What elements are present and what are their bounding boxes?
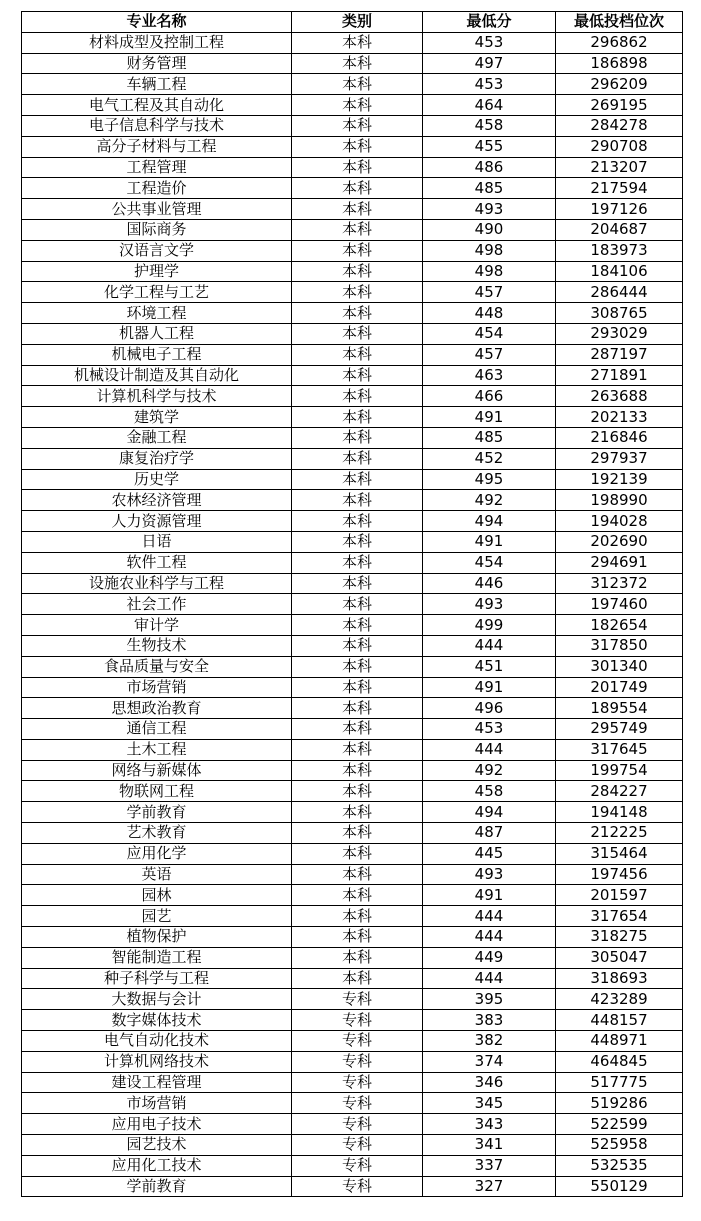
table-row — [22, 1072, 683, 1093]
cell-min-rank: 202133 — [556, 407, 683, 428]
cell-type: 本科 — [292, 157, 423, 178]
cell-major: 汉语言文学 — [22, 240, 292, 261]
cell-type: 本科 — [292, 95, 423, 116]
table-row — [22, 635, 683, 656]
cell-type: 本科 — [292, 635, 423, 656]
cell-min-rank: 317654 — [556, 906, 683, 927]
cell-min-score: 493 — [423, 199, 556, 220]
cell-major: 人力资源管理 — [22, 511, 292, 532]
cell-min-score: 491 — [423, 407, 556, 428]
table-row — [22, 656, 683, 677]
cell-min-score: 448 — [423, 303, 556, 324]
cell-min-score: 345 — [423, 1093, 556, 1114]
cell-min-score: 444 — [423, 635, 556, 656]
table-row — [22, 802, 683, 823]
cell-major: 网络与新媒体 — [22, 760, 292, 781]
cell-min-score: 494 — [423, 802, 556, 823]
table-row — [22, 261, 683, 282]
cell-major: 学前教育 — [22, 802, 292, 823]
cell-min-score: 487 — [423, 823, 556, 844]
cell-min-score: 374 — [423, 1051, 556, 1072]
cell-min-rank: 296862 — [556, 32, 683, 53]
cell-major: 软件工程 — [22, 552, 292, 573]
cell-min-rank: 318693 — [556, 968, 683, 989]
table-row — [22, 552, 683, 573]
cell-min-score: 395 — [423, 989, 556, 1010]
cell-major: 市场营销 — [22, 1093, 292, 1114]
table-row — [22, 344, 683, 365]
cell-major: 应用电子技术 — [22, 1114, 292, 1135]
cell-min-score: 449 — [423, 947, 556, 968]
cell-major: 电子信息科学与技术 — [22, 115, 292, 136]
table-row — [22, 303, 683, 324]
cell-min-rank: 194148 — [556, 802, 683, 823]
table-row — [22, 968, 683, 989]
cell-min-score: 453 — [423, 719, 556, 740]
table-row — [22, 739, 683, 760]
cell-min-score: 382 — [423, 1031, 556, 1052]
cell-min-rank: 294691 — [556, 552, 683, 573]
cell-type: 专科 — [292, 1010, 423, 1031]
cell-type: 本科 — [292, 760, 423, 781]
cell-min-rank: 192139 — [556, 469, 683, 490]
cell-major: 食品质量与安全 — [22, 656, 292, 677]
cell-type: 本科 — [292, 344, 423, 365]
cell-min-score: 490 — [423, 219, 556, 240]
cell-major: 市场营销 — [22, 677, 292, 698]
cell-min-rank: 296209 — [556, 74, 683, 95]
table-row — [22, 199, 683, 220]
cell-type: 本科 — [292, 74, 423, 95]
cell-min-score: 485 — [423, 427, 556, 448]
cell-min-score: 497 — [423, 53, 556, 74]
cell-major: 化学工程与工艺 — [22, 282, 292, 303]
cell-min-score: 491 — [423, 677, 556, 698]
cell-major: 工程造价 — [22, 178, 292, 199]
table-row — [22, 760, 683, 781]
table-row — [22, 427, 683, 448]
cell-major: 审计学 — [22, 615, 292, 636]
table-row — [22, 1031, 683, 1052]
cell-min-rank: 423289 — [556, 989, 683, 1010]
cell-min-score: 383 — [423, 1010, 556, 1031]
cell-min-score: 463 — [423, 365, 556, 386]
cell-type: 本科 — [292, 199, 423, 220]
table-row — [22, 95, 683, 116]
cell-min-rank: 216846 — [556, 427, 683, 448]
cell-min-score: 491 — [423, 885, 556, 906]
cell-major: 车辆工程 — [22, 74, 292, 95]
table-body — [22, 32, 683, 1197]
cell-type: 专科 — [292, 1031, 423, 1052]
cell-min-score: 457 — [423, 282, 556, 303]
cell-min-score: 337 — [423, 1155, 556, 1176]
cell-type: 本科 — [292, 323, 423, 344]
cell-min-score: 444 — [423, 968, 556, 989]
cell-major: 应用化学 — [22, 843, 292, 864]
table-row — [22, 531, 683, 552]
cell-min-rank: 194028 — [556, 511, 683, 532]
cell-min-rank: 305047 — [556, 947, 683, 968]
cell-type: 专科 — [292, 1093, 423, 1114]
cell-type: 本科 — [292, 698, 423, 719]
cell-major: 园林 — [22, 885, 292, 906]
cell-type: 专科 — [292, 1051, 423, 1072]
cell-min-rank: 522599 — [556, 1114, 683, 1135]
cell-min-rank: 202690 — [556, 531, 683, 552]
cell-min-score: 492 — [423, 760, 556, 781]
cell-type: 本科 — [292, 719, 423, 740]
cell-min-score: 454 — [423, 552, 556, 573]
cell-min-rank: 464845 — [556, 1051, 683, 1072]
table-row — [22, 32, 683, 53]
table-row — [22, 594, 683, 615]
cell-type: 专科 — [292, 1155, 423, 1176]
cell-type: 专科 — [292, 1176, 423, 1197]
cell-major: 英语 — [22, 864, 292, 885]
cell-min-rank: 186898 — [556, 53, 683, 74]
cell-major: 思想政治教育 — [22, 698, 292, 719]
table-row — [22, 989, 683, 1010]
cell-min-rank: 263688 — [556, 386, 683, 407]
table-row — [22, 1093, 683, 1114]
table-row — [22, 843, 683, 864]
header-min-rank: 最低投档位次 — [556, 12, 683, 33]
cell-min-score: 455 — [423, 136, 556, 157]
table-row — [22, 1051, 683, 1072]
cell-major: 应用化工技术 — [22, 1155, 292, 1176]
cell-min-rank: 287197 — [556, 344, 683, 365]
table-row — [22, 698, 683, 719]
cell-min-score: 327 — [423, 1176, 556, 1197]
cell-major: 大数据与会计 — [22, 989, 292, 1010]
cell-type: 本科 — [292, 885, 423, 906]
cell-major: 财务管理 — [22, 53, 292, 74]
cell-major: 环境工程 — [22, 303, 292, 324]
cell-type: 本科 — [292, 178, 423, 199]
cell-type: 本科 — [292, 906, 423, 927]
cell-type: 专科 — [292, 1072, 423, 1093]
cell-min-rank: 293029 — [556, 323, 683, 344]
cell-min-rank: 284278 — [556, 115, 683, 136]
cell-type: 专科 — [292, 1114, 423, 1135]
table-row — [22, 1114, 683, 1135]
table-row — [22, 1135, 683, 1156]
cell-min-score: 491 — [423, 531, 556, 552]
table-row — [22, 927, 683, 948]
cell-type: 专科 — [292, 989, 423, 1010]
cell-type: 本科 — [292, 843, 423, 864]
cell-min-score: 486 — [423, 157, 556, 178]
cell-type: 本科 — [292, 531, 423, 552]
cell-type: 本科 — [292, 136, 423, 157]
cell-min-rank: 312372 — [556, 573, 683, 594]
cell-major: 设施农业科学与工程 — [22, 573, 292, 594]
cell-min-rank: 204687 — [556, 219, 683, 240]
table-row — [22, 115, 683, 136]
table-row — [22, 157, 683, 178]
cell-type: 本科 — [292, 427, 423, 448]
cell-min-rank: 308765 — [556, 303, 683, 324]
cell-type: 本科 — [292, 490, 423, 511]
table-row — [22, 906, 683, 927]
cell-min-rank: 317850 — [556, 635, 683, 656]
cell-min-score: 444 — [423, 739, 556, 760]
cell-type: 本科 — [292, 282, 423, 303]
cell-major: 数字媒体技术 — [22, 1010, 292, 1031]
cell-type: 本科 — [292, 448, 423, 469]
cell-min-rank: 284227 — [556, 781, 683, 802]
cell-type: 本科 — [292, 802, 423, 823]
cell-major: 护理学 — [22, 261, 292, 282]
cell-min-rank: 286444 — [556, 282, 683, 303]
cell-min-score: 493 — [423, 594, 556, 615]
table-row — [22, 323, 683, 344]
cell-type: 本科 — [292, 261, 423, 282]
header-min-score: 最低分 — [423, 12, 556, 33]
cell-type: 本科 — [292, 656, 423, 677]
cell-min-rank: 199754 — [556, 760, 683, 781]
cell-major: 国际商务 — [22, 219, 292, 240]
table-row — [22, 781, 683, 802]
cell-major: 艺术教育 — [22, 823, 292, 844]
cell-min-score: 498 — [423, 261, 556, 282]
cell-min-rank: 182654 — [556, 615, 683, 636]
table-row — [22, 1176, 683, 1197]
cell-major: 日语 — [22, 531, 292, 552]
cell-min-rank: 197456 — [556, 864, 683, 885]
cell-type: 本科 — [292, 594, 423, 615]
cell-major: 计算机科学与技术 — [22, 386, 292, 407]
cell-type: 本科 — [292, 781, 423, 802]
cell-type: 本科 — [292, 573, 423, 594]
cell-type: 本科 — [292, 511, 423, 532]
cell-type: 本科 — [292, 53, 423, 74]
cell-major: 历史学 — [22, 469, 292, 490]
cell-major: 机械设计制造及其自动化 — [22, 365, 292, 386]
cell-min-score: 457 — [423, 344, 556, 365]
cell-min-score: 453 — [423, 32, 556, 53]
cell-type: 本科 — [292, 469, 423, 490]
cell-min-score: 445 — [423, 843, 556, 864]
cell-min-rank: 448971 — [556, 1031, 683, 1052]
cell-min-rank: 290708 — [556, 136, 683, 157]
cell-min-rank: 217594 — [556, 178, 683, 199]
cell-min-rank: 301340 — [556, 656, 683, 677]
cell-min-rank: 213207 — [556, 157, 683, 178]
cell-major: 社会工作 — [22, 594, 292, 615]
cell-major: 植物保护 — [22, 927, 292, 948]
cell-type: 本科 — [292, 115, 423, 136]
table-row — [22, 178, 683, 199]
cell-major: 电气自动化技术 — [22, 1031, 292, 1052]
cell-major: 计算机网络技术 — [22, 1051, 292, 1072]
cell-min-rank: 212225 — [556, 823, 683, 844]
cell-min-rank: 550129 — [556, 1176, 683, 1197]
cell-type: 本科 — [292, 219, 423, 240]
cell-min-score: 346 — [423, 1072, 556, 1093]
cell-min-rank: 525958 — [556, 1135, 683, 1156]
cell-min-rank: 532535 — [556, 1155, 683, 1176]
cell-type: 本科 — [292, 968, 423, 989]
cell-major: 园艺技术 — [22, 1135, 292, 1156]
cell-min-score: 343 — [423, 1114, 556, 1135]
cell-min-score: 493 — [423, 864, 556, 885]
cell-min-score: 341 — [423, 1135, 556, 1156]
cell-type: 本科 — [292, 240, 423, 261]
cell-major: 建设工程管理 — [22, 1072, 292, 1093]
table-row — [22, 1010, 683, 1031]
cell-min-score: 444 — [423, 927, 556, 948]
table-row — [22, 677, 683, 698]
cell-major: 康复治疗学 — [22, 448, 292, 469]
cell-major: 机器人工程 — [22, 323, 292, 344]
cell-min-score: 446 — [423, 573, 556, 594]
cell-major: 材料成型及控制工程 — [22, 32, 292, 53]
table-row — [22, 823, 683, 844]
cell-min-rank: 448157 — [556, 1010, 683, 1031]
table-row — [22, 386, 683, 407]
cell-type: 本科 — [292, 407, 423, 428]
cell-major: 生物技术 — [22, 635, 292, 656]
table-row — [22, 282, 683, 303]
header-type: 类别 — [292, 12, 423, 33]
cell-major: 通信工程 — [22, 719, 292, 740]
table-row — [22, 719, 683, 740]
cell-major: 公共事业管理 — [22, 199, 292, 220]
cell-min-score: 454 — [423, 323, 556, 344]
table-row — [22, 240, 683, 261]
table-row — [22, 490, 683, 511]
cell-min-score: 495 — [423, 469, 556, 490]
cell-type: 专科 — [292, 1135, 423, 1156]
cell-major: 工程管理 — [22, 157, 292, 178]
cell-min-rank: 189554 — [556, 698, 683, 719]
table-row — [22, 219, 683, 240]
cell-min-score: 466 — [423, 386, 556, 407]
cell-min-score: 458 — [423, 781, 556, 802]
cell-major: 物联网工程 — [22, 781, 292, 802]
cell-min-score: 494 — [423, 511, 556, 532]
table-row — [22, 1155, 683, 1176]
table-row — [22, 947, 683, 968]
cell-min-score: 444 — [423, 906, 556, 927]
cell-min-rank: 197126 — [556, 199, 683, 220]
cell-min-score: 492 — [423, 490, 556, 511]
cell-major: 种子科学与工程 — [22, 968, 292, 989]
cell-type: 本科 — [292, 615, 423, 636]
cell-min-rank: 519286 — [556, 1093, 683, 1114]
header-major: 专业名称 — [22, 12, 292, 33]
cell-min-rank: 295749 — [556, 719, 683, 740]
cell-min-rank: 201749 — [556, 677, 683, 698]
table-row — [22, 511, 683, 532]
cell-min-rank: 184106 — [556, 261, 683, 282]
table-row — [22, 573, 683, 594]
table-row — [22, 365, 683, 386]
cell-min-score: 451 — [423, 656, 556, 677]
cell-min-score: 458 — [423, 115, 556, 136]
cell-min-score: 464 — [423, 95, 556, 116]
cell-min-rank: 297937 — [556, 448, 683, 469]
cell-min-rank: 317645 — [556, 739, 683, 760]
cell-min-rank: 198990 — [556, 490, 683, 511]
cell-min-rank: 318275 — [556, 927, 683, 948]
table-row — [22, 864, 683, 885]
cell-min-rank: 315464 — [556, 843, 683, 864]
cell-min-score: 452 — [423, 448, 556, 469]
cell-type: 本科 — [292, 303, 423, 324]
table-row — [22, 53, 683, 74]
cell-type: 本科 — [292, 365, 423, 386]
cell-major: 高分子材料与工程 — [22, 136, 292, 157]
cell-type: 本科 — [292, 552, 423, 573]
cell-major: 农林经济管理 — [22, 490, 292, 511]
admission-table — [21, 11, 683, 1197]
table-row — [22, 448, 683, 469]
table-row — [22, 615, 683, 636]
cell-type: 本科 — [292, 32, 423, 53]
cell-type: 本科 — [292, 386, 423, 407]
cell-min-rank: 197460 — [556, 594, 683, 615]
table-row — [22, 136, 683, 157]
cell-type: 本科 — [292, 677, 423, 698]
cell-min-score: 453 — [423, 74, 556, 95]
cell-major: 园艺 — [22, 906, 292, 927]
cell-type: 本科 — [292, 864, 423, 885]
cell-min-score: 485 — [423, 178, 556, 199]
table-row — [22, 469, 683, 490]
cell-type: 本科 — [292, 927, 423, 948]
table-row — [22, 74, 683, 95]
cell-major: 机械电子工程 — [22, 344, 292, 365]
cell-min-rank: 517775 — [556, 1072, 683, 1093]
cell-min-rank: 271891 — [556, 365, 683, 386]
cell-min-score: 496 — [423, 698, 556, 719]
cell-min-rank: 269195 — [556, 95, 683, 116]
table-header-row — [22, 12, 683, 33]
cell-major: 土木工程 — [22, 739, 292, 760]
cell-min-rank: 201597 — [556, 885, 683, 906]
cell-major: 金融工程 — [22, 427, 292, 448]
table-row — [22, 885, 683, 906]
cell-min-score: 499 — [423, 615, 556, 636]
cell-min-score: 498 — [423, 240, 556, 261]
cell-type: 本科 — [292, 823, 423, 844]
cell-type: 本科 — [292, 739, 423, 760]
cell-major: 电气工程及其自动化 — [22, 95, 292, 116]
cell-major: 学前教育 — [22, 1176, 292, 1197]
cell-type: 本科 — [292, 947, 423, 968]
cell-major: 建筑学 — [22, 407, 292, 428]
table-row — [22, 407, 683, 428]
cell-major: 智能制造工程 — [22, 947, 292, 968]
cell-min-rank: 183973 — [556, 240, 683, 261]
